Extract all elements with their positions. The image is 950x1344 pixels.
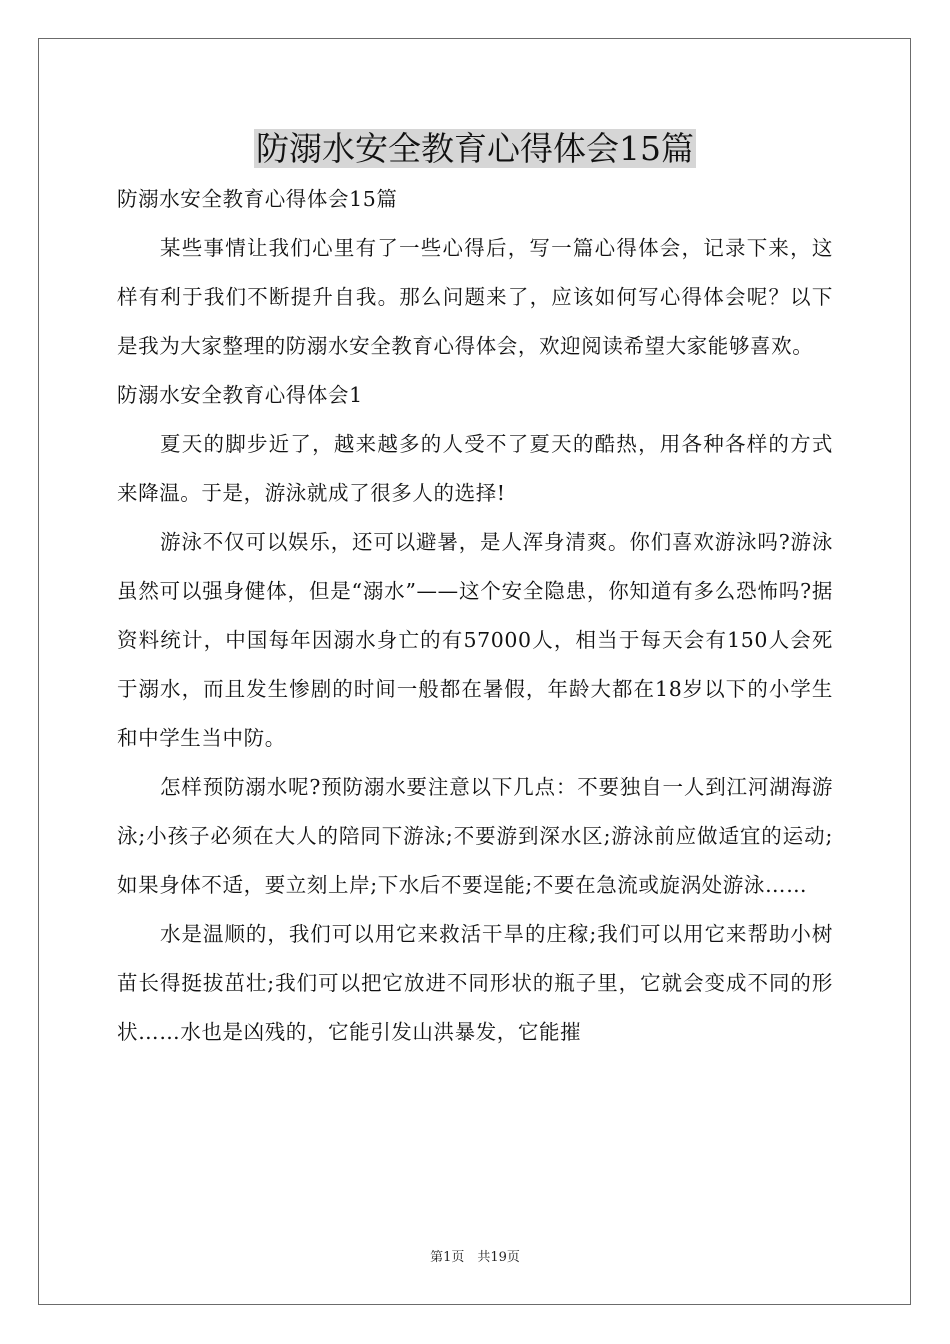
section-heading: 防溺水安全教育心得体会1: [117, 383, 363, 407]
paragraph: 游泳不仅可以娱乐，还可以避暑，是人浑身清爽。你们喜欢游泳吗?游泳虽然可以强身健体，但是“溺水”——这个安全隐患，你知道有多么恐怖吗?据资料统计，中国每年因溺水身亡的有57000人，相当于每天会有150人会死于溺水，而且发生惨剧的时间一般都在暑假，年龄大都在18岁以下的小学生和中学生当中防。: [117, 530, 833, 750]
document-title: [0, 127, 950, 171]
paragraph: 水是温顺的，我们可以用它来救活干旱的庄稼;我们可以用它来帮助小树苗长得挺拔茁壮;我们可以把它放进不同形状的瓶子里，它就会变成不同的形状……水也是凶残的，它能引发山洪暴发，它能摧: [117, 922, 833, 1044]
paragraph: 夏天的脚步近了，越来越多的人受不了夏天的酷热，用各种各样的方式来降温。于是，游泳就成了很多人的选择!: [117, 432, 833, 505]
paragraph: 怎样预防溺水呢?预防溺水要注意以下几点：不要独自一人到江河湖海游泳;小孩子必须在大人的陪同下游泳;不要游到深水区;游泳前应做适宜的运动;如果身体不适，要立刻上岸;下水后不要逞能;不要在急流或旋涡处游泳……: [117, 775, 833, 897]
paragraph-intro: 某些事情让我们心里有了一些心得后，写一篇心得体会，记录下来，这样有利于我们不断提升自我。那么问题来了，应该如何写心得体会呢？以下是我为大家整理的防溺水安全教育心得体会，欢迎阅读希望大家能够喜欢。: [117, 236, 833, 358]
paragraph-subtitle: 防溺水安全教育心得体会15篇: [117, 187, 398, 211]
document-body: [117, 175, 833, 1057]
page-footer: 第1页 共19页: [430, 1250, 520, 1265]
document-title-text: 防溺水安全教育心得体会15篇: [256, 129, 694, 168]
